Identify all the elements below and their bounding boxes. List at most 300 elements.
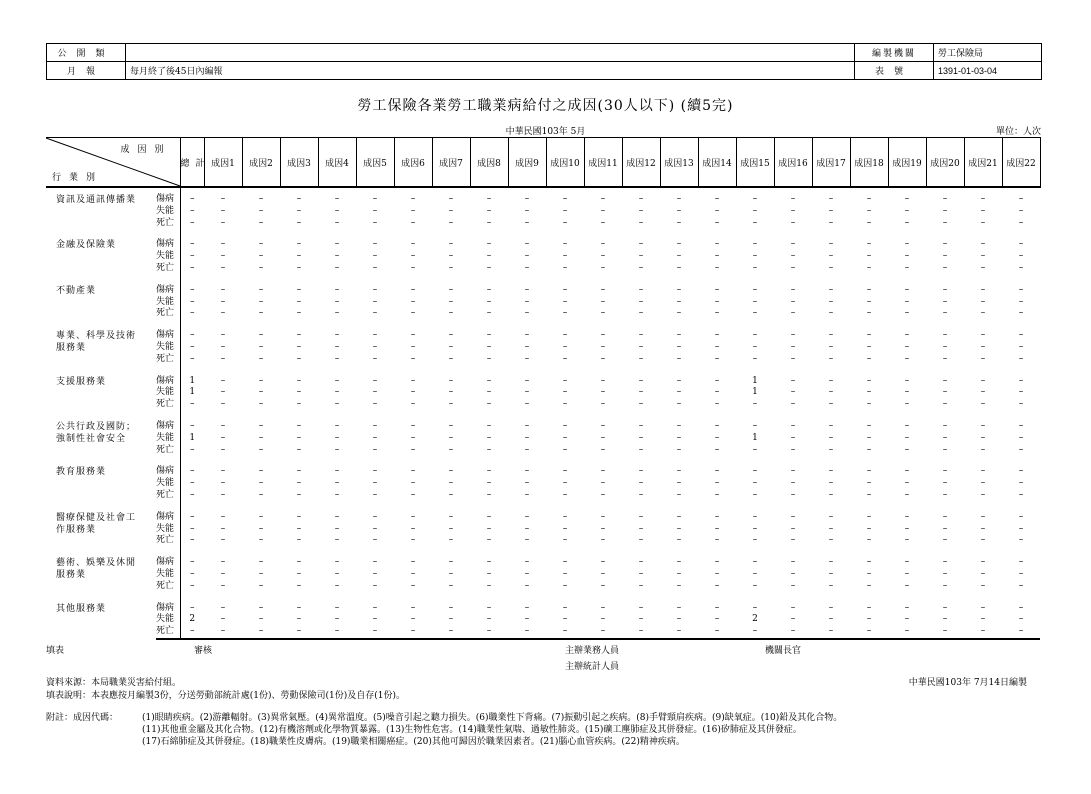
table-cell: –: [562, 341, 568, 352]
table-cell: –: [942, 511, 948, 522]
table-cell: –: [258, 444, 264, 455]
table-cell: –: [714, 330, 720, 341]
table-cell: –: [372, 205, 378, 216]
table-cell: –: [524, 523, 530, 534]
table-cell: –: [448, 602, 454, 613]
table-cell: –: [904, 194, 910, 204]
table-cell: –: [190, 466, 195, 477]
table-cell: –: [600, 341, 606, 352]
table-row: [46, 218, 1040, 230]
table-cell: –: [486, 602, 492, 613]
table-cell: –: [714, 205, 720, 216]
benefit-type-label: 死亡: [156, 399, 180, 411]
table-cell: –: [676, 239, 682, 250]
table-cell: –: [904, 602, 910, 613]
table-cell: –: [220, 478, 226, 489]
table-cell: –: [1018, 466, 1024, 477]
table-cell: –: [180, 626, 204, 639]
table-cell: –: [828, 523, 834, 534]
table-cell: –: [1018, 489, 1024, 500]
table-cell: –: [790, 296, 796, 307]
table-cell: –: [410, 296, 416, 307]
table-cell: –: [562, 296, 568, 307]
table-cell: –: [790, 375, 796, 386]
corner-industry-label: 行業別: [52, 173, 104, 183]
table-cell: –: [1018, 284, 1024, 295]
table-cell: –: [790, 432, 796, 443]
table-row: [46, 187, 1040, 206]
table-cell: –: [220, 614, 226, 625]
table-cell: –: [980, 284, 986, 295]
table-cell: –: [356, 626, 394, 639]
table-cell: –: [866, 239, 872, 250]
table-cell: –: [372, 353, 378, 364]
table-cell: –: [448, 568, 454, 579]
table-cell: –: [220, 353, 226, 364]
table-cell: –: [600, 375, 606, 386]
table-cell: –: [600, 205, 606, 216]
table-corner-header: [46, 138, 180, 188]
table-cell: –: [866, 614, 872, 625]
table-cell: –: [372, 614, 378, 625]
table-cell: –: [334, 602, 340, 613]
table-cell: –: [190, 296, 195, 307]
table-cell: –: [774, 626, 812, 639]
table-cell: –: [562, 194, 568, 204]
table-cell: –: [524, 580, 530, 591]
table-cell: –: [296, 239, 302, 250]
table-cell: –: [676, 308, 682, 319]
table-cell: –: [296, 308, 302, 319]
table-cell: –: [790, 308, 796, 319]
table-cell: –: [752, 296, 758, 307]
table-cell: –: [296, 444, 302, 455]
table-cell: –: [600, 523, 606, 534]
benefit-type-label: 傷病: [156, 547, 180, 569]
table-cell: –: [486, 432, 492, 443]
cause-notes-line-3: (17)石綿肺症及其併發症。(18)職業性皮膚病。(19)職業相關癌症。(20)其他可歸因於職業因素者。(21)腦心血管疾病。(22)精神疾病。: [142, 737, 685, 747]
column-header-cause-15: 成因15: [736, 138, 774, 188]
table-cell: –: [638, 330, 644, 341]
table-cell: –: [638, 399, 644, 410]
table-cell: –: [638, 432, 644, 443]
benefit-type-label: 傷病: [156, 366, 180, 388]
table-cell: –: [866, 511, 872, 522]
table-cell: –: [676, 602, 682, 613]
industry-label: [46, 229, 156, 274]
table-cell: –: [942, 399, 948, 410]
industry-label-line: 支援服務業: [56, 376, 107, 387]
table-cell: –: [752, 568, 758, 579]
table-cell: –: [600, 262, 606, 273]
table-cell: –: [258, 466, 264, 477]
table-cell: –: [190, 205, 195, 216]
footer-head: 機關長官: [765, 646, 802, 656]
table-cell: –: [638, 523, 644, 534]
table-cell: –: [448, 523, 454, 534]
table-cell: –: [752, 466, 758, 477]
table-cell: –: [372, 568, 378, 579]
table-cell: –: [638, 535, 644, 546]
report-header: [46, 43, 1042, 80]
table-cell: –: [486, 580, 492, 591]
table-cell: –: [334, 251, 340, 262]
table-cell: –: [676, 284, 682, 295]
table-cell: –: [258, 489, 264, 500]
column-header-cause-14: 成因14: [698, 138, 736, 188]
table-cell: –: [220, 308, 226, 319]
table-cell: –: [524, 217, 530, 228]
benefit-type-label: 死亡: [156, 218, 180, 230]
table-cell: –: [600, 353, 606, 364]
table-cell: –: [1018, 432, 1024, 443]
table-cell: –: [828, 489, 834, 500]
table-cell: –: [334, 341, 340, 352]
table-cell: –: [942, 535, 948, 546]
table-cell: –: [942, 602, 948, 613]
benefit-type-label: 死亡: [156, 354, 180, 366]
table-cell: –: [600, 466, 606, 477]
table-row: [46, 297, 1040, 309]
table-cell: –: [752, 284, 758, 295]
table-cell: –: [190, 568, 195, 579]
table-cell: –: [1018, 387, 1024, 398]
report-unit: 單位：人次: [995, 127, 1041, 137]
table-cell: –: [562, 251, 568, 262]
table-cell: –: [334, 284, 340, 295]
table-cell: –: [714, 217, 720, 228]
table-cell: –: [714, 239, 720, 250]
table-cell: –: [258, 194, 264, 204]
table-cell: –: [828, 194, 834, 204]
table-row: [46, 581, 1040, 593]
column-header-total: 總計: [180, 138, 204, 188]
table-cell: –: [866, 523, 872, 534]
table-cell: –: [904, 511, 910, 522]
table-cell: –: [638, 568, 644, 579]
table-cell: –: [904, 341, 910, 352]
table-cell: –: [752, 194, 758, 204]
table-cell: –: [410, 602, 416, 613]
table-cell: –: [410, 217, 416, 228]
table-cell: –: [524, 341, 530, 352]
table-cell: –: [220, 205, 226, 216]
table-cell: –: [600, 420, 606, 431]
table-cell: –: [752, 205, 758, 216]
industry-label-line: 服務業: [56, 343, 87, 354]
table-cell: –: [524, 239, 530, 250]
table-cell: –: [866, 444, 872, 455]
table-cell: –: [980, 568, 986, 579]
table-cell: –: [980, 420, 986, 431]
table-row: [46, 320, 1040, 342]
table-cell: –: [410, 444, 416, 455]
table-cell: –: [258, 580, 264, 591]
table-cell: –: [296, 523, 302, 534]
table-cell: –: [866, 330, 872, 341]
table-cell: 2: [752, 614, 758, 625]
table-cell: –: [372, 489, 378, 500]
table-cell: –: [1018, 217, 1024, 228]
table-cell: –: [638, 511, 644, 522]
table-cell: –: [372, 511, 378, 522]
benefit-type-label: 傷病: [156, 593, 180, 615]
table-cell: –: [486, 511, 492, 522]
cause-notes-lead: 附註：成因代碼：: [46, 713, 119, 723]
table-cell: –: [524, 262, 530, 273]
table-cell: –: [1018, 239, 1024, 250]
table-cell: –: [524, 466, 530, 477]
table-cell: –: [714, 478, 720, 489]
table-cell: –: [904, 353, 910, 364]
table-cell: –: [486, 308, 492, 319]
header-label-public: 公開類: [47, 44, 126, 62]
table-cell: –: [600, 478, 606, 489]
benefit-type-label: 傷病: [156, 320, 180, 342]
table-cell: –: [600, 217, 606, 228]
table-cell: –: [486, 478, 492, 489]
column-header-cause-3: 成因3: [280, 138, 318, 188]
table-cell: –: [220, 341, 226, 352]
table-cell: –: [638, 251, 644, 262]
footer-note: 填表說明：本表應按月編製3份，分送勞動部統計處(1份)、勞動保險司(1份)及自存(1份)。: [46, 691, 405, 701]
industry-label: [46, 275, 156, 320]
table-cell: –: [904, 330, 910, 341]
table-cell: –: [790, 523, 796, 534]
table-cell: –: [904, 535, 910, 546]
table-cell: –: [676, 330, 682, 341]
table-row: [46, 399, 1040, 411]
table-cell: –: [866, 466, 872, 477]
table-row: [46, 569, 1040, 581]
table-cell: –: [220, 557, 226, 568]
table-cell: –: [866, 399, 872, 410]
table-cell: –: [372, 375, 378, 386]
table-cell: –: [714, 194, 720, 204]
table-cell: –: [296, 387, 302, 398]
table-cell: –: [714, 511, 720, 522]
table-cell: –: [372, 239, 378, 250]
table-cell: –: [296, 432, 302, 443]
table-cell: –: [486, 614, 492, 625]
table-cell: –: [942, 330, 948, 341]
table-cell: –: [486, 330, 492, 341]
table-cell: 1: [189, 387, 196, 398]
table-cell: –: [220, 602, 226, 613]
table-cell: –: [448, 296, 454, 307]
table-cell: –: [334, 580, 340, 591]
table-cell: –: [562, 444, 568, 455]
table-cell: –: [584, 626, 622, 639]
table-cell: –: [1018, 296, 1024, 307]
table-cell: –: [600, 568, 606, 579]
table-cell: –: [752, 330, 758, 341]
table-cell: –: [524, 444, 530, 455]
table-cell: –: [334, 557, 340, 568]
table-cell: –: [448, 557, 454, 568]
table-cell: –: [190, 602, 195, 613]
table-cell: –: [980, 387, 986, 398]
table-cell: –: [1018, 399, 1024, 410]
table-cell: –: [790, 478, 796, 489]
table-cell: –: [448, 444, 454, 455]
table-cell: –: [448, 205, 454, 216]
table-cell: –: [866, 387, 872, 398]
industry-label-line: 其他服務業: [56, 603, 107, 614]
table-cell: –: [372, 580, 378, 591]
table-cell: –: [410, 284, 416, 295]
table-cell: –: [980, 353, 986, 364]
column-header-cause-19: 成因19: [888, 138, 926, 188]
table-cell: –: [714, 568, 720, 579]
table-cell: –: [866, 194, 872, 204]
table-cell: –: [372, 399, 378, 410]
table-cell: –: [790, 387, 796, 398]
table-cell: –: [638, 262, 644, 273]
table-row: [46, 411, 1040, 433]
table-cell: –: [562, 387, 568, 398]
table-cell: –: [410, 387, 416, 398]
table-cell: –: [562, 557, 568, 568]
table-cell: –: [448, 375, 454, 386]
table-cell: –: [866, 489, 872, 500]
table-cell: –: [190, 239, 195, 250]
table-cell: –: [190, 251, 195, 262]
table-cell: –: [258, 262, 264, 273]
industry-label-line: 不動產業: [56, 285, 97, 296]
table-cell: –: [296, 217, 302, 228]
table-cell: –: [372, 432, 378, 443]
industry-label: [46, 366, 156, 411]
table-cell: –: [258, 602, 264, 613]
table-cell: –: [752, 535, 758, 546]
industry-label: [46, 320, 156, 365]
benefit-type-label: 死亡: [156, 581, 180, 593]
table-cell: –: [524, 296, 530, 307]
table-cell: –: [448, 432, 454, 443]
table-cell: 1: [189, 375, 196, 386]
industry-label: [46, 456, 156, 501]
table-cell: –: [638, 217, 644, 228]
table-cell: –: [334, 614, 340, 625]
table-cell: –: [258, 375, 264, 386]
table-cell: –: [790, 466, 796, 477]
table-cell: –: [562, 353, 568, 364]
table-cell: –: [904, 296, 910, 307]
cause-code-notes: [46, 712, 842, 748]
table-cell: –: [714, 557, 720, 568]
table-cell: –: [980, 205, 986, 216]
table-cell: –: [828, 478, 834, 489]
table-cell: –: [524, 489, 530, 500]
column-header-cause-21: 成因21: [964, 138, 1002, 188]
table-cell: –: [980, 194, 986, 204]
table-cell: –: [258, 432, 264, 443]
table-cell: –: [562, 602, 568, 613]
footer-business-officer: 主辦業務人員: [565, 646, 620, 656]
table-cell: –: [220, 432, 226, 443]
table-cell: –: [486, 194, 492, 204]
table-cell: –: [866, 478, 872, 489]
table-cell: –: [790, 341, 796, 352]
column-header-cause-1: 成因1: [204, 138, 242, 188]
table-cell: –: [258, 387, 264, 398]
table-cell: –: [676, 262, 682, 273]
table-cell: –: [942, 568, 948, 579]
table-cell: –: [790, 511, 796, 522]
table-cell: –: [220, 568, 226, 579]
table-cell: –: [372, 194, 378, 204]
table-cell: –: [448, 387, 454, 398]
table-cell: –: [258, 511, 264, 522]
table-cell: –: [866, 262, 872, 273]
corner-cause-label: 成因別: [120, 145, 172, 155]
table-cell: –: [410, 523, 416, 534]
industry-label: [46, 502, 156, 547]
table-cell: –: [600, 308, 606, 319]
table-cell: –: [790, 420, 796, 431]
table-cell: –: [828, 466, 834, 477]
table-cell: –: [790, 205, 796, 216]
table-cell: –: [562, 523, 568, 534]
benefit-type-label: 失能: [156, 387, 180, 399]
table-cell: –: [562, 432, 568, 443]
table-cell: –: [410, 557, 416, 568]
benefit-type-label: 傷病: [156, 275, 180, 297]
benefit-type-label: 失能: [156, 297, 180, 309]
table-cell: –: [714, 614, 720, 625]
table-cell: –: [524, 205, 530, 216]
table-row: [46, 275, 1040, 297]
table-cell: –: [828, 341, 834, 352]
table-cell: –: [190, 284, 195, 295]
benefit-type-label: 失能: [156, 524, 180, 536]
table-cell: –: [1018, 523, 1024, 534]
table-cell: –: [638, 557, 644, 568]
table-cell: –: [866, 341, 872, 352]
table-cell: –: [676, 387, 682, 398]
table-cell: –: [296, 478, 302, 489]
column-header-cause-5: 成因5: [356, 138, 394, 188]
table-cell: –: [448, 399, 454, 410]
table-cell: –: [638, 420, 644, 431]
table-cell: –: [714, 296, 720, 307]
table-cell: –: [676, 205, 682, 216]
table-cell: –: [1018, 511, 1024, 522]
table-cell: –: [942, 194, 948, 204]
table-cell: –: [980, 330, 986, 341]
table-cell: –: [752, 511, 758, 522]
table-cell: –: [334, 511, 340, 522]
table-cell: –: [904, 308, 910, 319]
table-row: [46, 614, 1040, 626]
table-cell: –: [524, 432, 530, 443]
table-cell: –: [524, 568, 530, 579]
industry-label-line: 教育服務業: [56, 467, 107, 478]
table-cell: –: [562, 568, 568, 579]
table-cell: –: [372, 308, 378, 319]
report-title: 勞工保險各業勞工職業病給付之成因(30人以下) (續5完): [357, 98, 734, 114]
table-cell: –: [1002, 626, 1040, 639]
table-cell: –: [296, 399, 302, 410]
table-row: [46, 626, 1040, 639]
table-cell: –: [220, 444, 226, 455]
table-cell: –: [676, 489, 682, 500]
table-cell: –: [242, 626, 280, 639]
table-cell: –: [410, 478, 416, 489]
table-cell: –: [410, 262, 416, 273]
table-cell: –: [448, 478, 454, 489]
